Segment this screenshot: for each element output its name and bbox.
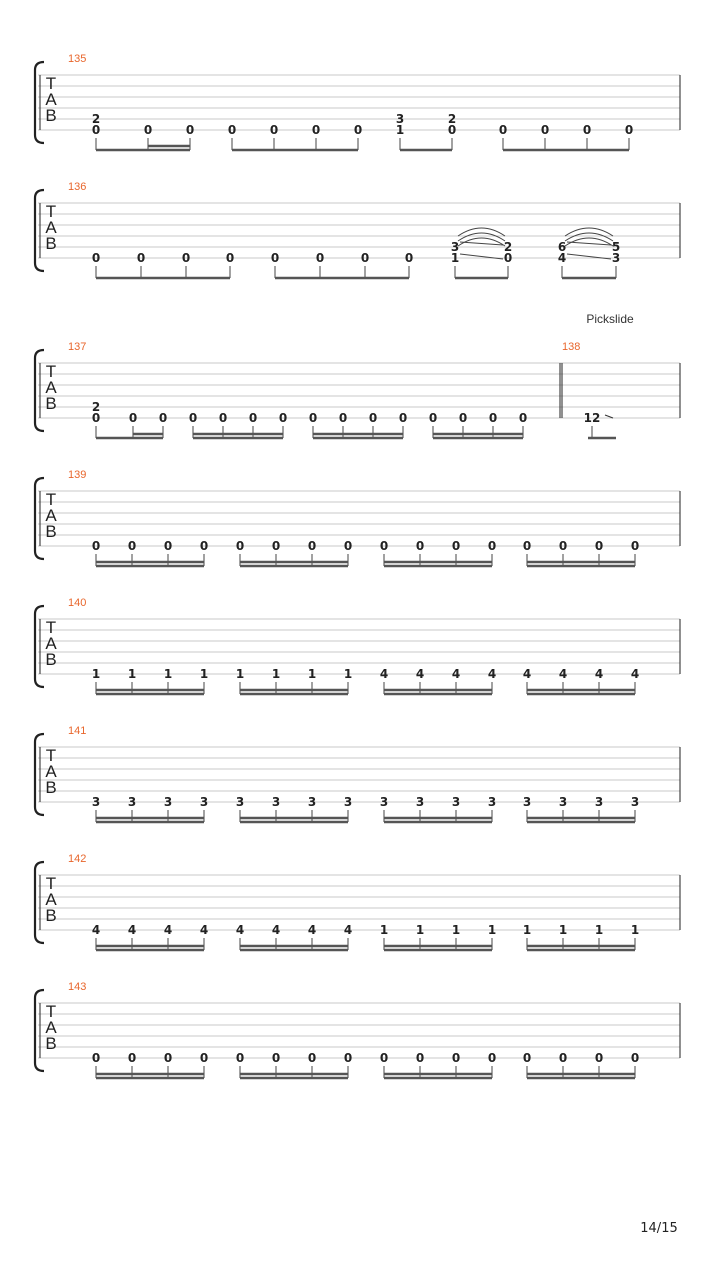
tab-system <box>35 853 680 950</box>
tab-clef-letter: A <box>45 506 57 525</box>
fret-number: 3 <box>395 112 405 126</box>
fret-number: 0 <box>91 411 101 425</box>
measure-number: 138 <box>562 341 581 353</box>
fret-number: 3 <box>307 795 317 809</box>
fret-number: 4 <box>557 251 567 265</box>
fret-number: 1 <box>235 667 245 681</box>
fret-number: 4 <box>630 667 640 681</box>
fret-number: 1 <box>379 923 389 937</box>
fret-number: 0 <box>522 1051 532 1065</box>
fret-number: 0 <box>278 411 288 425</box>
fret-number: 0 <box>311 123 321 137</box>
measure-number: 140 <box>68 597 87 609</box>
fret-number: 0 <box>269 123 279 137</box>
fret-number: 4 <box>199 923 209 937</box>
fret-number: 4 <box>91 923 101 937</box>
fret-number: 3 <box>127 795 137 809</box>
fret-number: 3 <box>271 795 281 809</box>
fret-number: 0 <box>91 251 101 265</box>
tab-system <box>35 469 680 566</box>
tie-arc <box>458 228 505 236</box>
fret-number: 1 <box>271 667 281 681</box>
tab-clef-letter: B <box>45 522 57 541</box>
tab-clef-letter: B <box>45 650 57 669</box>
tab-clef-letter: T <box>45 362 57 381</box>
fret-number: 0 <box>218 411 228 425</box>
fret-number: 1 <box>163 667 173 681</box>
tie-arc <box>565 228 613 236</box>
fret-number: 0 <box>343 1051 353 1065</box>
tab-clef-letter: A <box>45 218 57 237</box>
fret-number: 3 <box>450 240 460 254</box>
page-number: 14/15 <box>640 1221 678 1236</box>
fret-number: 0 <box>235 539 245 553</box>
fret-number: 0 <box>343 539 353 553</box>
fret-number: 0 <box>235 1051 245 1065</box>
fret-number: 3 <box>163 795 173 809</box>
fret-number: 3 <box>451 795 461 809</box>
fret-number: 1 <box>594 923 604 937</box>
fret-number: 4 <box>307 923 317 937</box>
tab-clef-letter: T <box>45 74 57 93</box>
fret-number: 1 <box>522 923 532 937</box>
fret-number: 1 <box>487 923 497 937</box>
slide-line <box>460 242 503 245</box>
tab-clef-letter: T <box>45 490 57 509</box>
fret-number: 0 <box>163 539 173 553</box>
tab-clef-letter: A <box>45 90 57 109</box>
fret-number: 3 <box>91 795 101 809</box>
tie-arc <box>565 233 613 241</box>
fret-number: 0 <box>127 539 137 553</box>
fret-number: 0 <box>404 251 414 265</box>
fret-number: 1 <box>199 667 209 681</box>
fret-number: 0 <box>451 1051 461 1065</box>
fret-number: 4 <box>522 667 532 681</box>
fret-number: 1 <box>451 923 461 937</box>
fret-number: 0 <box>360 251 370 265</box>
fret-number: 0 <box>271 539 281 553</box>
fret-number: 0 <box>487 1051 497 1065</box>
tab-clef-letter: T <box>45 618 57 637</box>
tab-clef-letter: A <box>45 762 57 781</box>
tab-clef-letter: A <box>45 890 57 909</box>
fret-number: 1 <box>558 923 568 937</box>
tab-system <box>35 981 680 1078</box>
fret-number: 4 <box>594 667 604 681</box>
fret-number: 0 <box>594 1051 604 1065</box>
fret-number: 0 <box>199 539 209 553</box>
fret-number: 0 <box>143 123 153 137</box>
fret-number: 0 <box>630 539 640 553</box>
fret-number: 4 <box>343 923 353 937</box>
tab-clef-letter: T <box>45 746 57 765</box>
tab-clef-letter: B <box>45 234 57 253</box>
fret-number: 0 <box>199 1051 209 1065</box>
fret-number: 3 <box>487 795 497 809</box>
fret-number: 0 <box>558 539 568 553</box>
fret-number: 0 <box>338 411 348 425</box>
fret-number: 0 <box>487 539 497 553</box>
fret-number: 0 <box>415 539 425 553</box>
fret-number: 3 <box>611 251 621 265</box>
fret-number: 0 <box>522 539 532 553</box>
fret-number: 0 <box>158 411 168 425</box>
fret-number: 3 <box>630 795 640 809</box>
tab-clef-letter: B <box>45 394 57 413</box>
fret-number: 1 <box>450 251 460 265</box>
fret-number: 4 <box>487 667 497 681</box>
fret-number: 0 <box>368 411 378 425</box>
fret-number: 3 <box>415 795 425 809</box>
fret-number: 0 <box>558 1051 568 1065</box>
slide-line <box>567 242 611 245</box>
fret-number: 2 <box>91 400 101 414</box>
fret-number: 3 <box>235 795 245 809</box>
measure-number: 136 <box>68 181 87 193</box>
tab-clef-letter: B <box>45 778 57 797</box>
fret-number: 0 <box>136 251 146 265</box>
fret-number: 0 <box>428 411 438 425</box>
fret-number: 0 <box>308 411 318 425</box>
fret-number: 4 <box>271 923 281 937</box>
fret-number: 5 <box>611 240 621 254</box>
fret-number: 3 <box>379 795 389 809</box>
fret-number: 4 <box>558 667 568 681</box>
fret-number: 0 <box>91 1051 101 1065</box>
fret-number: 0 <box>315 251 325 265</box>
fret-number: 1 <box>630 923 640 937</box>
tab-system <box>35 53 680 150</box>
fret-number: 0 <box>498 123 508 137</box>
fret-number: 0 <box>271 1051 281 1065</box>
measure-number: 141 <box>68 725 87 737</box>
fret-number: 1 <box>307 667 317 681</box>
fret-number: 0 <box>582 123 592 137</box>
fret-number: 0 <box>379 539 389 553</box>
tab-clef-letter: B <box>45 906 57 925</box>
fret-number: 1 <box>415 923 425 937</box>
tab-clef-letter: T <box>45 874 57 893</box>
fret-number: 0 <box>594 539 604 553</box>
fret-number: 1 <box>395 123 405 137</box>
fret-number: 0 <box>415 1051 425 1065</box>
tie-arc <box>458 233 505 241</box>
measure-number: 135 <box>68 53 87 65</box>
fret-number: 0 <box>181 251 191 265</box>
fret-number: 0 <box>91 123 101 137</box>
fret-number: 4 <box>379 667 389 681</box>
measure-number: 137 <box>68 341 87 353</box>
tab-system <box>35 597 680 694</box>
fret-number: 2 <box>447 112 457 126</box>
tab-clef-letter: T <box>45 202 57 221</box>
tab-system <box>35 181 680 278</box>
tab-clef-letter: A <box>45 1018 57 1037</box>
fret-number: 2 <box>503 240 513 254</box>
fret-number: 3 <box>594 795 604 809</box>
fret-number: 4 <box>127 923 137 937</box>
fret-number: 3 <box>199 795 209 809</box>
fret-number: 0 <box>127 1051 137 1065</box>
tab-clef-letter: B <box>45 106 57 125</box>
measure-number: 139 <box>68 469 87 481</box>
fret-number: 0 <box>518 411 528 425</box>
fret-number: 0 <box>128 411 138 425</box>
fret-number: 0 <box>353 123 363 137</box>
fret-number: 0 <box>503 251 513 265</box>
fret-number: 0 <box>270 251 280 265</box>
fret-number: 4 <box>415 667 425 681</box>
fret-number: 6 <box>557 240 567 254</box>
tab-clef-letter: B <box>45 1034 57 1053</box>
fret-number: 0 <box>307 539 317 553</box>
tab-clef-letter: A <box>45 634 57 653</box>
fret-number: 4 <box>235 923 245 937</box>
fret-number: 12 <box>583 411 601 425</box>
fret-number: 0 <box>630 1051 640 1065</box>
fret-number: 3 <box>343 795 353 809</box>
fret-number: 1 <box>127 667 137 681</box>
pickslide-label: Pickslide <box>586 312 634 326</box>
fret-number: 0 <box>163 1051 173 1065</box>
fret-number: 0 <box>307 1051 317 1065</box>
fret-number: 0 <box>458 411 468 425</box>
fret-number: 0 <box>398 411 408 425</box>
tab-system <box>35 725 680 822</box>
fret-number: 0 <box>624 123 634 137</box>
fret-number: 4 <box>163 923 173 937</box>
fret-number: 0 <box>451 539 461 553</box>
tab-system <box>35 312 680 438</box>
fret-number: 0 <box>447 123 457 137</box>
fret-number: 0 <box>379 1051 389 1065</box>
fret-number: 1 <box>91 667 101 681</box>
fret-number: 2 <box>91 112 101 126</box>
fret-number: 0 <box>488 411 498 425</box>
fret-number: 0 <box>185 123 195 137</box>
fret-number: 0 <box>227 123 237 137</box>
fret-number: 4 <box>451 667 461 681</box>
fret-number: 1 <box>343 667 353 681</box>
fret-number: 3 <box>522 795 532 809</box>
fret-number: 3 <box>558 795 568 809</box>
fret-number: 0 <box>91 539 101 553</box>
fret-number: 0 <box>540 123 550 137</box>
tab-clef-letter: A <box>45 378 57 397</box>
measure-number: 143 <box>68 981 87 993</box>
measure-number: 142 <box>68 853 87 865</box>
fret-number: 0 <box>225 251 235 265</box>
fret-number: 0 <box>188 411 198 425</box>
tab-clef-letter: T <box>45 1002 57 1021</box>
fret-number: 0 <box>248 411 258 425</box>
